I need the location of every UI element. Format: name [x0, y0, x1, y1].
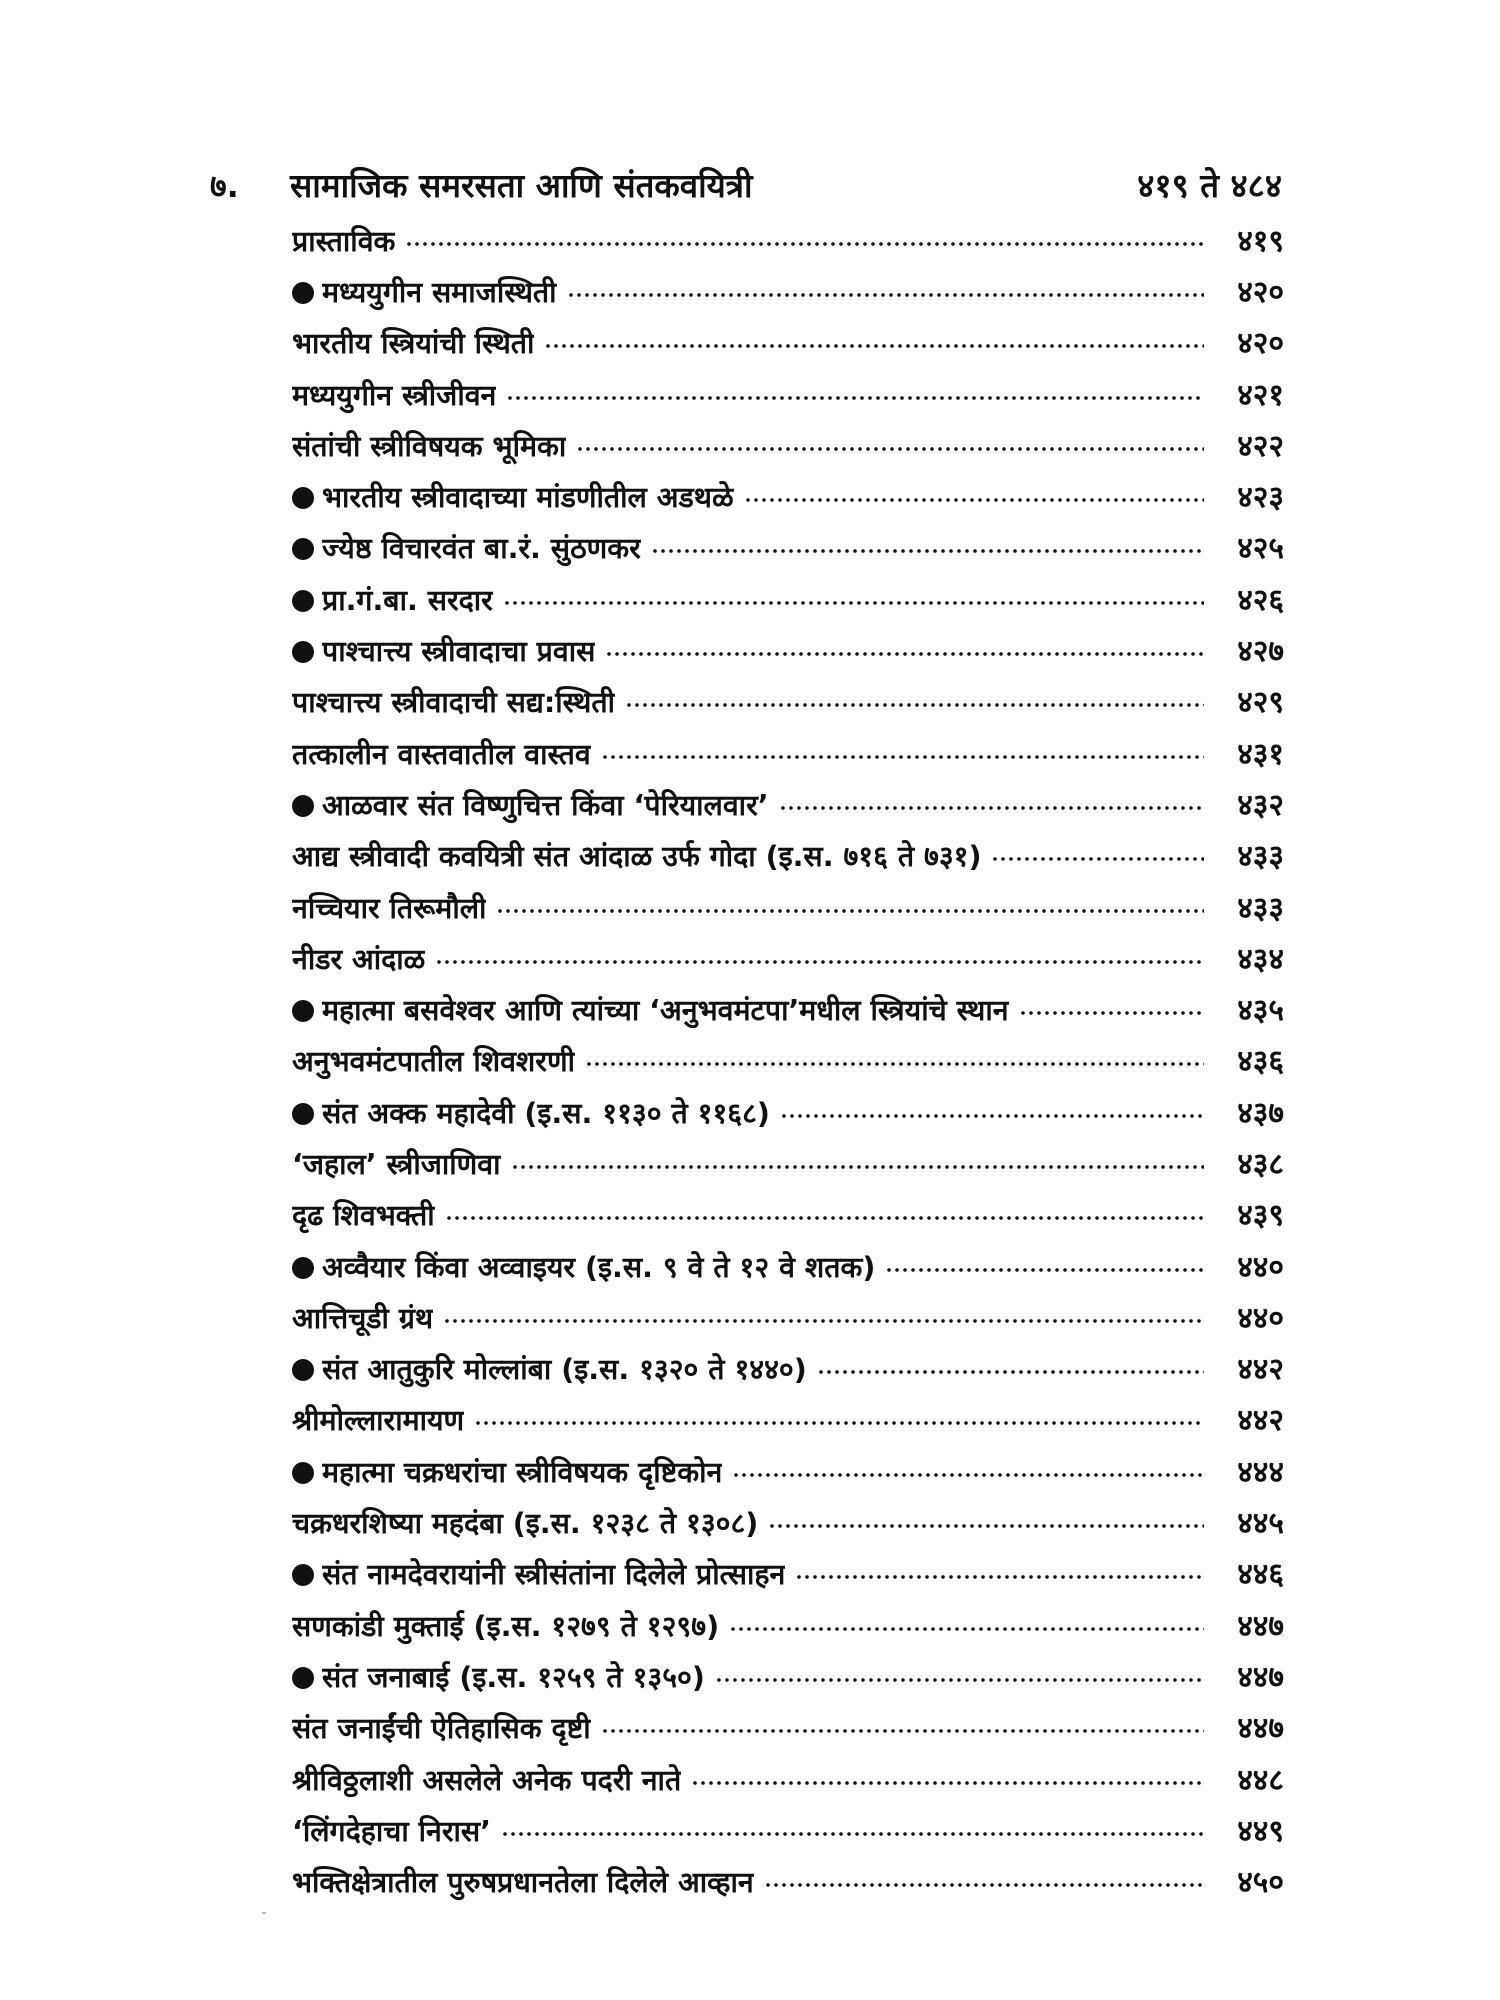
toc-entry-title: अव्वैयार किंवा अव्वाइयर (इ.स. ९ वे ते १२ वे शतक) [322, 1250, 876, 1284]
dot-leader [435, 958, 1204, 976]
toc-entry-title: संत नामदेवरायांनी स्त्रीसंतांना दिलेले प्रोत्साहन [322, 1558, 786, 1592]
toc-entry-page: ४२० [1237, 326, 1284, 362]
dot-leader [991, 855, 1204, 873]
dot-leader [496, 907, 1204, 925]
toc-entry-page: ४२७ [1237, 634, 1284, 670]
toc-entry [292, 1088, 1284, 1139]
toc-entry-title: श्रीमोल्लारामायण [292, 1404, 465, 1438]
toc-entry [292, 1242, 1284, 1293]
toc-entry-page: ४३२ [1237, 787, 1284, 823]
toc-entry [292, 1293, 1284, 1344]
toc-entry [292, 267, 1284, 318]
toc-entry-page: ४४६ [1237, 1557, 1284, 1593]
chapter-title: सामाजिक समरसता आणि संतकवयित्री [290, 166, 753, 205]
toc-entry [292, 1601, 1284, 1652]
toc-entry [292, 370, 1284, 421]
toc-entry [292, 1755, 1284, 1806]
toc-entry-title: महात्मा चक्रधरांचा स्त्रीविषयक दृष्टिकोन [322, 1455, 723, 1489]
toc-entry-title: आळवार संत विष्णुचित्त किंवा ‘पेरियालवार’ [322, 788, 769, 822]
bullet-icon [292, 795, 314, 817]
dot-leader [506, 394, 1204, 412]
dot-leader [651, 547, 1204, 565]
toc-entry [292, 1550, 1284, 1601]
bullet-icon [292, 1000, 314, 1022]
toc-entry-title: पाश्चात्त्य स्त्रीवादाची सद्य:स्थिती [292, 686, 616, 720]
toc-entry [292, 729, 1284, 780]
toc-entry-page: ४३५ [1237, 993, 1284, 1029]
toc-entry [292, 1191, 1284, 1242]
toc-entry [292, 985, 1284, 1036]
toc-entry-title: संत अक्क महादेवी (इ.स. ११३० ते ११६८) [322, 1096, 770, 1130]
dot-leader [729, 1625, 1204, 1643]
toc-entry-title: आद्य स्त्रीवादी कवयित्री संत आंदाळ उर्फ गोदा (इ.स. ७१६ ते ७३१) [292, 840, 982, 874]
dot-leader [605, 650, 1204, 668]
dot-leader [503, 599, 1204, 617]
toc-entry [292, 1704, 1284, 1755]
toc-entry-title: भक्तिक्षेत्रातील पुरुषप्रधानतेला दिलेले आव्हान [292, 1866, 754, 1900]
toc-entry [292, 934, 1284, 985]
toc-entry-title: तत्कालीन वास्तवातील वास्तव [292, 737, 591, 771]
dot-leader [817, 1368, 1204, 1386]
toc-entry-page: ४४७ [1237, 1659, 1284, 1695]
toc-entry-page: ४४२ [1237, 1403, 1284, 1439]
toc-entry-page: ४३९ [1237, 1198, 1284, 1234]
bullet-icon [292, 1462, 314, 1484]
dot-leader [715, 1676, 1204, 1694]
toc-entry [292, 1396, 1284, 1447]
toc-entry-title: श्रीविठ्ठलाशी असलेले अनेक पदरी नाते [292, 1763, 682, 1797]
dot-leader [405, 240, 1204, 258]
toc-entry-page: ४३३ [1237, 839, 1284, 875]
toc-entry-title: संत जनाबाई (इ.स. १२५९ ते १३५०) [322, 1660, 705, 1694]
bullet-icon [292, 538, 314, 560]
toc-entry-title: नीडर आंदाळ [292, 942, 426, 976]
bullet-icon [292, 1564, 314, 1586]
toc-entry-page: ४३८ [1237, 1146, 1284, 1182]
toc-entry-title: सणकांडी मुक्ताई (इ.स. १२७९ ते १२९७) [292, 1609, 720, 1643]
toc-entry-title: मध्ययुगीन स्त्रीजीवन [292, 378, 497, 412]
bullet-icon [292, 641, 314, 663]
dot-leader [511, 1163, 1204, 1181]
toc-entry-page: ४४५ [1237, 1506, 1284, 1542]
bullet-icon [292, 487, 314, 509]
dot-leader [445, 1214, 1204, 1232]
toc-entry [292, 678, 1284, 729]
chapter-page-range: ४१९ ते ४८४ [1137, 166, 1282, 205]
toc-entry-page: ४३७ [1237, 1095, 1284, 1131]
toc-entry-title: संतांची स्त्रीविषयक भूमिका [292, 429, 567, 463]
toc-entry-page: ४२१ [1237, 377, 1284, 413]
toc-entry [292, 319, 1284, 370]
toc-entry-title: नच्चियार तिरूमौली [292, 891, 487, 925]
dot-leader [576, 445, 1204, 463]
dot-leader [1019, 1009, 1204, 1027]
toc-entry [292, 1652, 1284, 1703]
toc-entry-page: ४४८ [1237, 1762, 1284, 1798]
toc-entry [292, 216, 1284, 267]
dot-leader [732, 1471, 1204, 1489]
toc-entry [292, 1447, 1284, 1498]
toc-entry-title: भारतीय स्त्रियांची स्थिती [292, 327, 535, 361]
toc-entry-title: भारतीय स्त्रीवादाच्या मांडणीतील अडथळे [322, 481, 734, 515]
toc-entry-page: ४२३ [1237, 480, 1284, 516]
toc-entry [292, 575, 1284, 626]
toc-entry-page: ४४७ [1237, 1608, 1284, 1644]
toc-entry-page: ४३६ [1237, 1044, 1284, 1080]
toc-entry [292, 1806, 1284, 1857]
toc-entry-page: ४३१ [1237, 736, 1284, 772]
toc-entry-title: चक्रधरशिष्या महदंबा (इ.स. १२३८ ते १३०८) [292, 1507, 759, 1541]
dot-leader [764, 1881, 1204, 1899]
toc-entry-title: मध्ययुगीन समाजस्थिती [322, 275, 557, 309]
table-of-contents [292, 216, 1284, 1909]
toc-entry-title: प्रास्ताविक [292, 224, 396, 258]
dot-leader [795, 1573, 1204, 1591]
dot-leader [768, 1522, 1204, 1540]
dot-leader [601, 1727, 1204, 1745]
toc-entry-title: ज्येष्ठ विचारवंत बा.रं. सुंठणकर [322, 532, 641, 566]
toc-entry-title: महात्मा बसवेश्वर आणि त्यांच्या ‘अनुभवमंटपा’मधील स्त्रियांचे स्थान [322, 994, 1009, 1028]
bullet-icon [292, 1667, 314, 1689]
toc-entry-title: पाश्चात्त्य स्त्रीवादाचा प्रवास [322, 635, 596, 669]
bullet-icon [292, 590, 314, 612]
toc-entry [292, 421, 1284, 472]
toc-entry-page: ४३४ [1237, 941, 1284, 977]
toc-entry [292, 832, 1284, 883]
dot-leader [779, 804, 1204, 822]
toc-entry [292, 626, 1284, 677]
toc-entry-title: अनुभवमंटपातील शिवशरणी [292, 1045, 575, 1079]
dot-leader [885, 1266, 1204, 1284]
bullet-icon [292, 282, 314, 304]
toc-entry-page: ४५० [1237, 1865, 1284, 1901]
toc-entry-page: ४४४ [1237, 1454, 1284, 1490]
toc-entry-page: ४३३ [1237, 890, 1284, 926]
toc-entry-title: ‘जहाल’ स्त्रीजाणिवा [292, 1147, 501, 1181]
dot-leader [780, 1112, 1204, 1130]
dot-leader [443, 1317, 1204, 1335]
toc-entry [292, 1498, 1284, 1549]
toc-entry-page: ४२५ [1237, 531, 1284, 567]
toc-entry-title: प्रा.गं.बा. सरदार [322, 583, 493, 617]
bullet-icon [292, 1359, 314, 1381]
toc-entry-page: ४४० [1237, 1249, 1284, 1285]
toc-entry [292, 1037, 1284, 1088]
toc-entry-title: संत आतुकुरि मोल्लांबा (इ.स. १३२० ते १४४०) [322, 1353, 807, 1387]
toc-entry-page: ४२९ [1237, 685, 1284, 721]
toc-entry [292, 472, 1284, 523]
toc-entry-page: ४२२ [1237, 428, 1284, 464]
dot-leader [567, 291, 1204, 309]
toc-entry-title: संत जनाईंची ऐतिहासिक दृष्टी [292, 1712, 591, 1746]
dot-leader [544, 342, 1204, 360]
chapter-number: ७. [210, 167, 239, 205]
toc-entry-title: आत्तिचूडी ग्रंथ [292, 1301, 434, 1335]
toc-entry-title: दृढ शिवभक्ती [292, 1199, 435, 1233]
toc-entry-title: ‘लिंगदेहाचा निरास’ [292, 1814, 491, 1848]
toc-entry [292, 1139, 1284, 1190]
scan-speck [262, 1912, 266, 1914]
dot-leader [625, 701, 1204, 719]
dot-leader [585, 1060, 1204, 1078]
toc-entry [292, 524, 1284, 575]
bullet-icon [292, 1103, 314, 1125]
toc-entry-page: ४२६ [1237, 582, 1284, 618]
toc-entry [292, 780, 1284, 831]
toc-entry-page: ४४२ [1237, 1352, 1284, 1388]
dot-leader [744, 496, 1204, 514]
toc-entry [292, 1858, 1284, 1909]
dot-leader [474, 1419, 1204, 1437]
dot-leader [691, 1779, 1204, 1797]
toc-entry [292, 883, 1284, 934]
toc-entry-page: ४४० [1237, 1300, 1284, 1336]
toc-entry-page: ४४९ [1237, 1813, 1284, 1849]
toc-entry-page: ४२० [1237, 274, 1284, 310]
toc-entry [292, 1345, 1284, 1396]
toc-entry-page: ४४७ [1237, 1711, 1284, 1747]
dot-leader [501, 1830, 1204, 1848]
toc-entry-page: ४१९ [1237, 223, 1284, 259]
bullet-icon [292, 1257, 314, 1279]
dot-leader [601, 753, 1204, 771]
